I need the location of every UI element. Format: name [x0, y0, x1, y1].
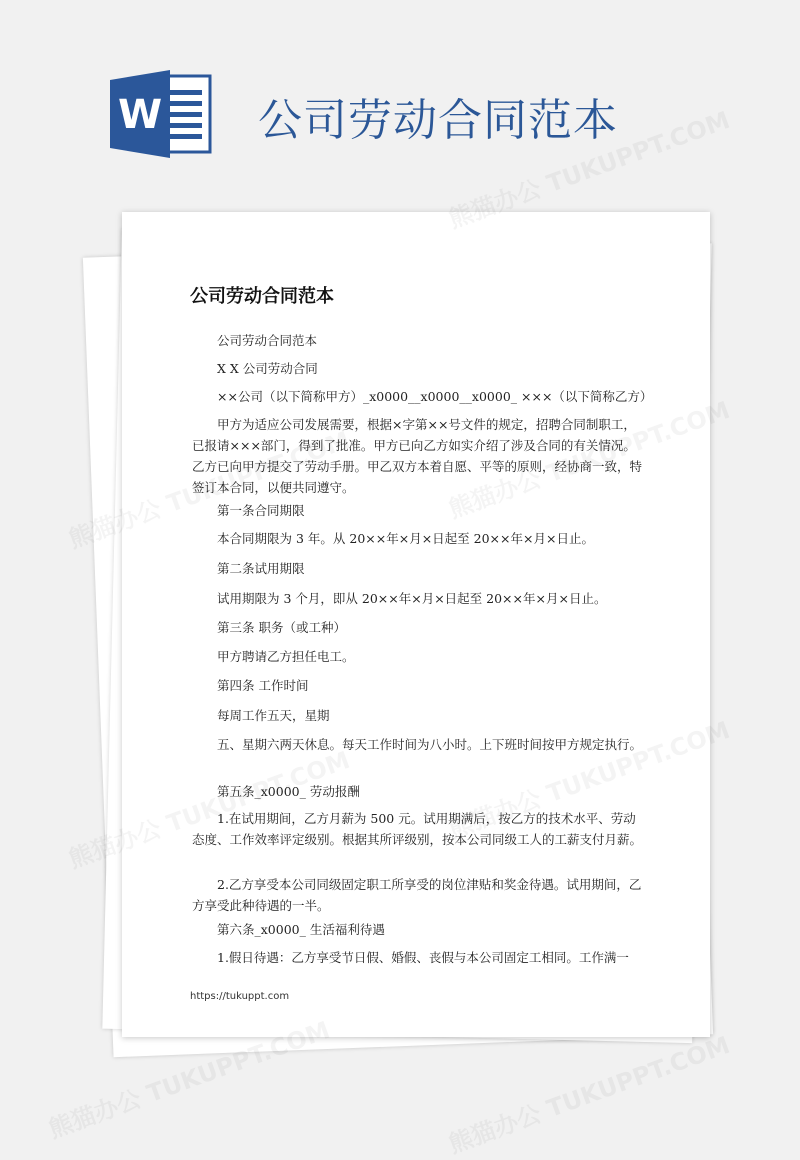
watermark [443, 1025, 734, 1159]
paragraph: 第三条 职务（或工种） [217, 620, 346, 635]
footer-url[interactable]: https://tukuppt.com [190, 991, 290, 1002]
paragraph: 本合同期限为 3 年。从 20××年×月×日起至 20××年×月×日止。 [217, 531, 594, 546]
document-page [122, 212, 710, 1037]
paragraph: 1.假日待遇：乙方享受节日假、婚假、丧假与本公司固定工相同。工作满一 [217, 950, 629, 965]
paragraph: 第一条合同期限 [217, 503, 305, 518]
paragraph: 甲方为适应公司发展需要，根据×字第××号文件的规定，招聘合同制职工，已报请×××部门，得到了批准。甲方已向乙方如实介绍了涉及合同的有关情况。乙方已向甲方提交了劳动手册。甲乙双方本着自愿、平等的原则，经协商一致，特签订本合同，以便共同遵守。 [192, 417, 643, 495]
paragraph: 第六条_x0000_ 生活福利待遇 [217, 922, 385, 937]
paragraph: 甲方聘请乙方担任电工。 [217, 649, 355, 664]
paragraph: 第二条试用期限 [217, 561, 305, 576]
paragraph: 每周工作五天，星期 [217, 708, 330, 723]
document-title: 公司劳动合同范本 [190, 286, 334, 307]
paragraph: 第五条_x0000_ 劳动报酬 [217, 784, 360, 799]
paragraph: 2.乙方享受本公司同级固定职工所享受的岗位津贴和奖金待遇。试用期间，乙方享受此种待遇的一半。 [192, 877, 642, 913]
paragraph: 公司劳动合同范本 [217, 333, 318, 348]
header-title: 公司劳动合同范本 [258, 95, 618, 146]
paragraph: 试用期限为 3 个月，即从 20××年×月×日起至 20××年×月×日止。 [217, 591, 607, 606]
paragraph: X X 公司劳动合同 [217, 361, 318, 376]
paragraph: 第四条 工作时间 [217, 678, 309, 693]
word-icon [110, 70, 212, 158]
paragraph: 1.在试用期间，乙方月薪为 500 元。试用期满后，按乙方的技术水平、劳动态度、工作效率评定级别。根据其所评级别，按本公司同级工人的工薪支付月薪。 [192, 811, 643, 847]
paragraph: ××公司（以下简称甲方）_x0000__x0000__x0000_ ×××（以下简称乙方） [217, 389, 653, 404]
paragraph: 五、星期六两天休息。每天工作时间为八小时。上下班时间按甲方规定执行。 [217, 737, 643, 752]
word-icon-letter: W [117, 92, 163, 138]
